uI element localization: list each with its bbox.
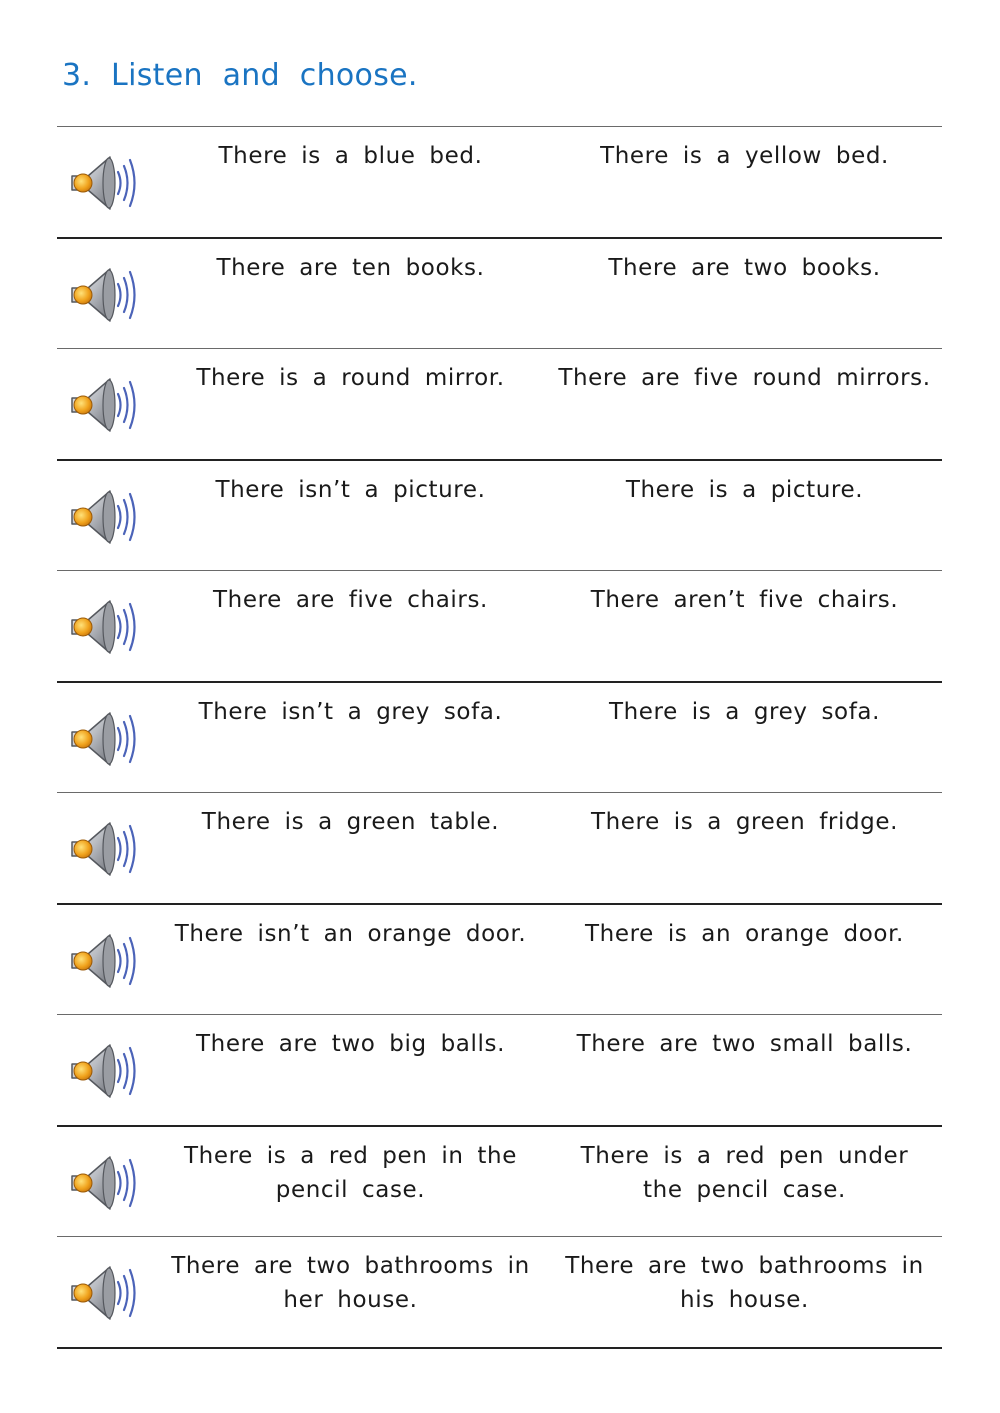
option-b[interactable]: There are two books. xyxy=(608,255,881,281)
option-b[interactable]: There are five round mirrors. xyxy=(558,365,931,391)
exercise-row xyxy=(57,348,942,459)
exercise-row xyxy=(57,1236,942,1347)
option-a[interactable]: There are ten books. xyxy=(216,255,485,281)
bottom-divider xyxy=(57,1347,942,1349)
option-a[interactable]: There are five chairs. xyxy=(213,587,488,613)
option-a[interactable]: There is a round mirror. xyxy=(196,365,505,391)
exercise-row xyxy=(57,681,942,792)
option-a[interactable]: There are two big balls. xyxy=(196,1031,505,1057)
speaker-audio-icon[interactable] xyxy=(70,374,140,436)
exercise-row xyxy=(57,570,942,681)
option-a[interactable]: There is a red pen in the pencil case. xyxy=(184,1143,517,1203)
option-a[interactable]: There isn’t a picture. xyxy=(215,477,486,503)
speaker-audio-icon[interactable] xyxy=(70,596,140,658)
option-b[interactable]: There is a grey sofa. xyxy=(608,699,881,725)
option-a[interactable]: There are two bathrooms in her house. xyxy=(171,1253,530,1313)
option-a[interactable]: There isn’t an orange door. xyxy=(174,921,527,947)
speaker-audio-icon[interactable] xyxy=(70,152,140,214)
speaker-audio-icon[interactable] xyxy=(70,1152,140,1214)
exercise-row xyxy=(57,903,942,1014)
exercise-row xyxy=(57,459,942,570)
exercise-row xyxy=(57,237,942,348)
exercise-row xyxy=(57,1014,942,1125)
option-b[interactable]: There aren’t five chairs. xyxy=(590,587,899,613)
option-b[interactable]: There is a red pen under the pencil case. xyxy=(580,1143,909,1203)
option-b[interactable]: There is a green fridge. xyxy=(590,809,899,835)
exercise-row xyxy=(57,1125,942,1236)
speaker-audio-icon[interactable] xyxy=(70,818,140,880)
option-a[interactable]: There is a green table. xyxy=(201,809,500,835)
option-b[interactable]: There are two bathrooms in his house. xyxy=(565,1253,924,1313)
speaker-audio-icon[interactable] xyxy=(70,264,140,326)
speaker-audio-icon[interactable] xyxy=(70,486,140,548)
exercise-list xyxy=(57,126,942,1349)
speaker-audio-icon[interactable] xyxy=(70,708,140,770)
option-b[interactable]: There is an orange door. xyxy=(585,921,904,947)
exercise-row xyxy=(57,792,942,903)
exercise-title: 3. Listen and choose. xyxy=(62,58,418,93)
option-a[interactable]: There is a blue bed. xyxy=(218,143,483,169)
speaker-audio-icon[interactable] xyxy=(70,930,140,992)
option-b[interactable]: There is a picture. xyxy=(625,477,864,503)
speaker-audio-icon[interactable] xyxy=(70,1040,140,1102)
exercise-row xyxy=(57,126,942,237)
option-b[interactable]: There are two small balls. xyxy=(576,1031,913,1057)
option-b[interactable]: There is a yellow bed. xyxy=(600,143,889,169)
speaker-audio-icon[interactable] xyxy=(70,1262,140,1324)
option-a[interactable]: There isn’t a grey sofa. xyxy=(198,699,503,725)
